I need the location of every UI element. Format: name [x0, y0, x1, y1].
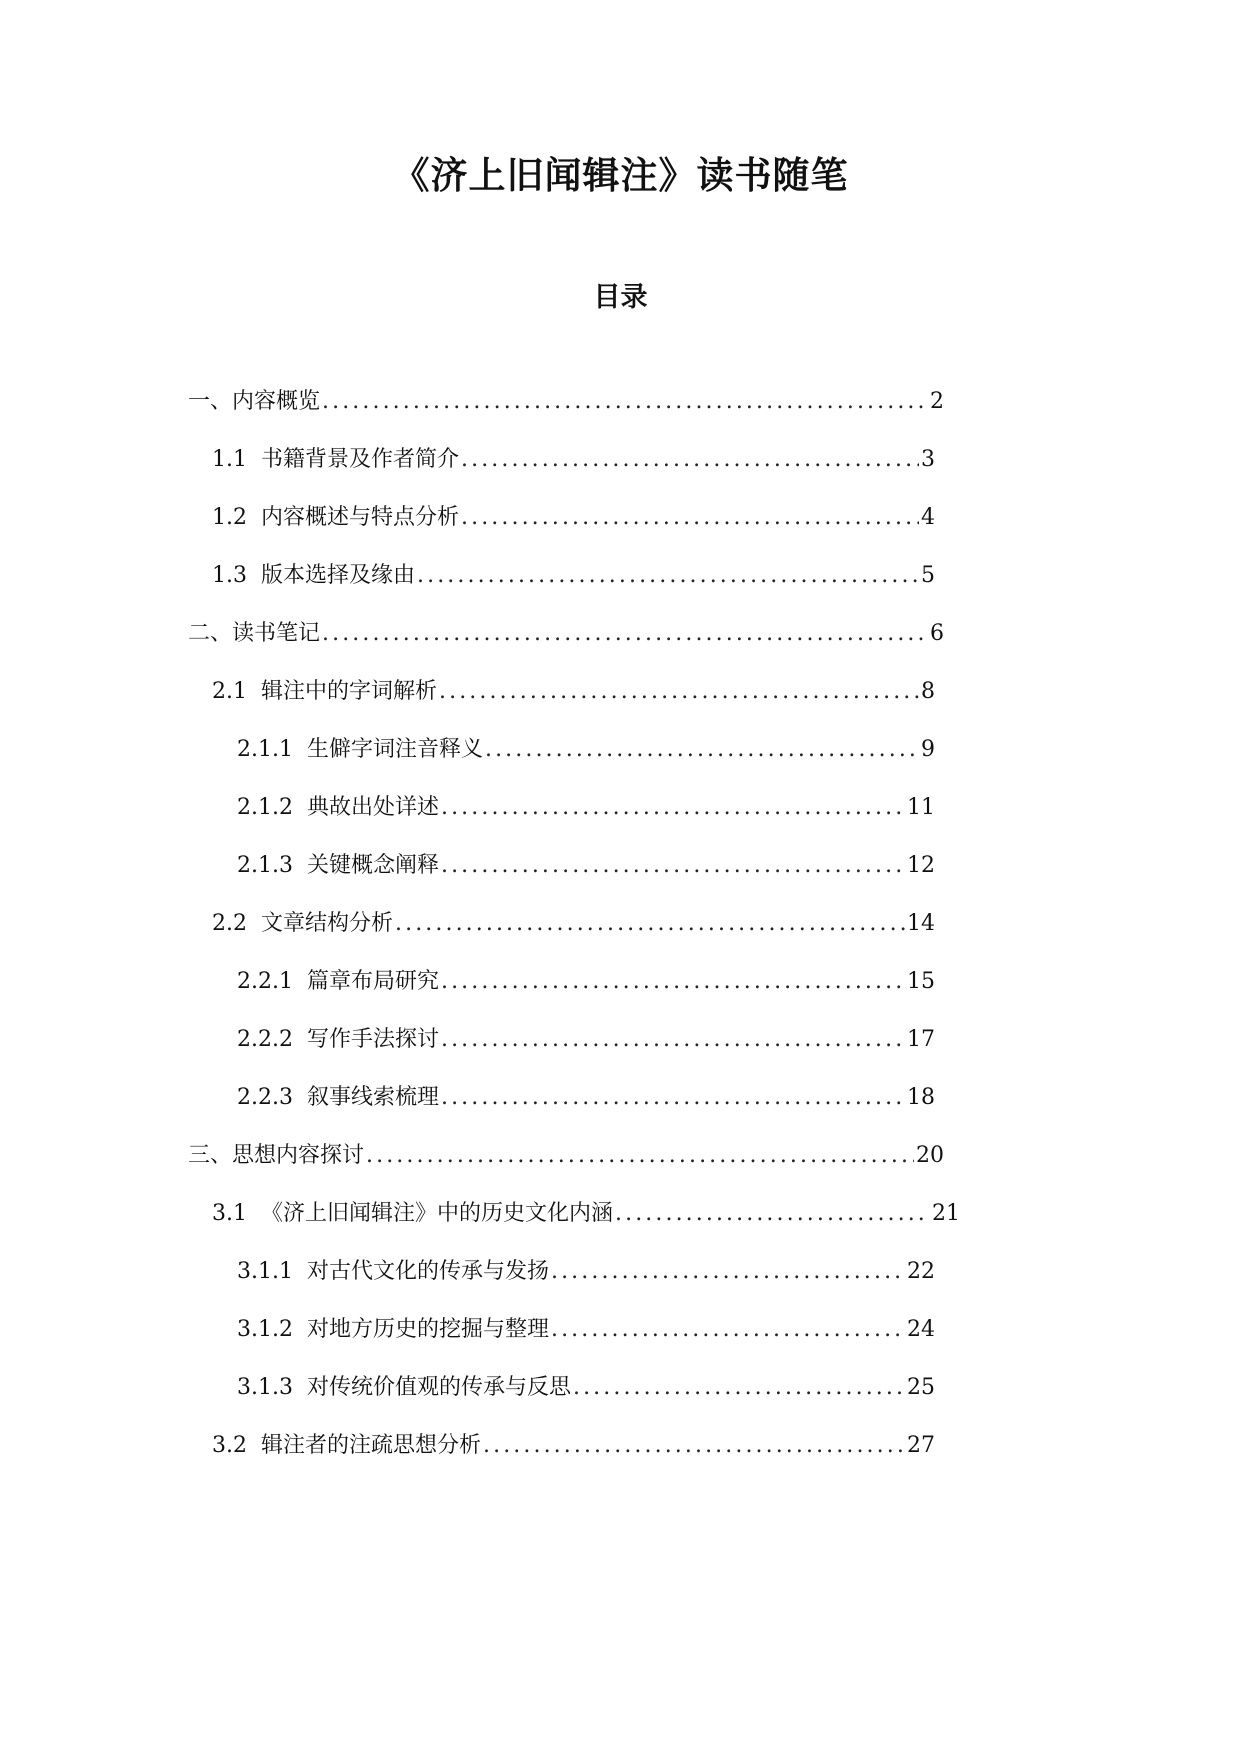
toc-entry[interactable] — [212, 904, 935, 944]
toc-entry-page: 24 — [907, 1317, 935, 1342]
document-title: 《济上旧闻辑注》读书随笔 — [392, 154, 849, 197]
toc-entry-title: 写作手法探讨 — [306, 1027, 439, 1052]
toc-entry-title: 叙事线索梳理 — [306, 1085, 439, 1110]
toc-entry-title: 典故出处详述 — [306, 795, 439, 820]
toc-entry[interactable] — [212, 440, 935, 480]
toc-heading: 目录 — [593, 282, 648, 313]
toc-entry-number: 1.2 — [212, 505, 247, 530]
toc-entry-page: 22 — [907, 1259, 935, 1284]
toc-entry-number: 2.1.2 — [237, 795, 293, 820]
toc-entry-page: 21 — [932, 1201, 960, 1226]
toc-entry-title: 内容概述与特点分析 — [261, 505, 460, 530]
toc-leader-dots — [441, 962, 905, 1002]
toc-entry-page: 4 — [921, 505, 935, 530]
toc-entry-number: 1.1 — [212, 447, 247, 472]
toc-entry-title: 一、内容概览 — [188, 389, 321, 414]
toc-entry-page: 8 — [921, 679, 935, 704]
toc-entry-page: 14 — [907, 911, 935, 936]
toc-leader-dots — [461, 440, 919, 480]
toc-entry-page: 2 — [930, 389, 944, 414]
toc-entry-page: 11 — [907, 795, 935, 820]
toc-entry-title: 文章结构分析 — [261, 911, 394, 936]
toc-entry-number: 3.1.3 — [237, 1375, 293, 1400]
toc-entry-number: 2.1.1 — [237, 737, 293, 762]
toc-leader-dots — [395, 904, 905, 944]
toc-entry[interactable] — [237, 846, 935, 886]
toc-entry[interactable] — [237, 1368, 935, 1408]
toc-entry-title: 二、读书笔记 — [188, 621, 321, 646]
toc-entry-title: 《济上旧闻辑注》中的历史文化内涵 — [261, 1201, 614, 1226]
toc-entry-number: 3.1 — [212, 1201, 247, 1226]
toc-entry[interactable] — [237, 1310, 935, 1350]
toc-leader-dots — [441, 788, 905, 828]
toc-entry[interactable] — [188, 1136, 944, 1176]
toc-leader-dots — [461, 498, 919, 538]
toc-entry-number: 2.2 — [212, 911, 247, 936]
toc-entry-number: 3.2 — [212, 1433, 247, 1458]
toc-entry[interactable] — [212, 1194, 960, 1234]
toc-entry-number: 2.2.2 — [237, 1027, 293, 1052]
toc-leader-dots — [417, 556, 919, 596]
toc-entry-page: 6 — [930, 621, 944, 646]
toc-entry-title: 篇章布局研究 — [306, 969, 439, 994]
toc-entry[interactable] — [212, 498, 935, 538]
toc-entry-page: 27 — [907, 1433, 935, 1458]
toc-entry-number: 2.1 — [212, 679, 247, 704]
toc-leader-dots — [441, 846, 905, 886]
toc-entry-page: 18 — [907, 1085, 935, 1110]
toc-entry-page: 12 — [907, 853, 935, 878]
toc-entry-title: 关键概念阐释 — [306, 853, 439, 878]
toc-leader-dots — [322, 614, 928, 654]
toc-leader-dots — [366, 1136, 914, 1176]
toc-leader-dots — [551, 1310, 905, 1350]
toc-leader-dots — [551, 1252, 905, 1292]
toc-entry-number: 3.1.1 — [237, 1259, 293, 1284]
toc-entry-title: 三、思想内容探讨 — [188, 1143, 365, 1168]
toc-entry-page: 15 — [907, 969, 935, 994]
toc-entry-title: 生僻字词注音释义 — [306, 737, 483, 762]
toc-leader-dots — [322, 382, 928, 422]
toc-entry-page: 20 — [916, 1143, 944, 1168]
toc-entry[interactable] — [237, 730, 935, 770]
toc-entry-page: 5 — [921, 563, 935, 588]
toc-entry[interactable] — [188, 382, 944, 422]
toc-entry[interactable] — [212, 672, 935, 712]
toc-entry-number: 2.2.1 — [237, 969, 293, 994]
toc-leader-dots — [485, 730, 919, 770]
toc-entry-page: 3 — [921, 447, 935, 472]
toc-entry-number: 1.3 — [212, 563, 247, 588]
toc-entry-page: 17 — [907, 1027, 935, 1052]
toc-entry[interactable] — [237, 1020, 935, 1060]
toc-entry-title: 辑注中的字词解析 — [261, 679, 438, 704]
toc-leader-dots — [441, 1020, 905, 1060]
toc-entry-title: 对传统价值观的传承与反思 — [306, 1375, 571, 1400]
toc-entry-title: 版本选择及缘由 — [261, 563, 416, 588]
toc-entry[interactable] — [212, 1426, 935, 1466]
toc-entry-page: 9 — [921, 737, 935, 762]
toc-leader-dots — [573, 1368, 905, 1408]
toc-entry-page: 25 — [907, 1375, 935, 1400]
toc-entry[interactable] — [237, 788, 935, 828]
toc-entry[interactable] — [188, 614, 944, 654]
toc-entry-title: 对地方历史的挖掘与整理 — [306, 1317, 549, 1342]
toc-entry[interactable] — [237, 962, 935, 1002]
toc-entry-title: 辑注者的注疏思想分析 — [261, 1433, 482, 1458]
toc-entry-number: 2.1.3 — [237, 853, 293, 878]
toc-entry-title: 对古代文化的传承与发扬 — [306, 1259, 549, 1284]
toc-entry-number: 2.2.3 — [237, 1085, 293, 1110]
toc-leader-dots — [615, 1194, 930, 1234]
toc-leader-dots — [441, 1078, 905, 1118]
toc-entry[interactable] — [212, 556, 935, 596]
toc-entry-number: 3.1.2 — [237, 1317, 293, 1342]
toc-entry[interactable] — [237, 1252, 935, 1292]
toc-leader-dots — [483, 1426, 905, 1466]
toc-leader-dots — [439, 672, 919, 712]
toc-entry-title: 书籍背景及作者简介 — [261, 447, 460, 472]
toc-entry[interactable] — [237, 1078, 935, 1118]
